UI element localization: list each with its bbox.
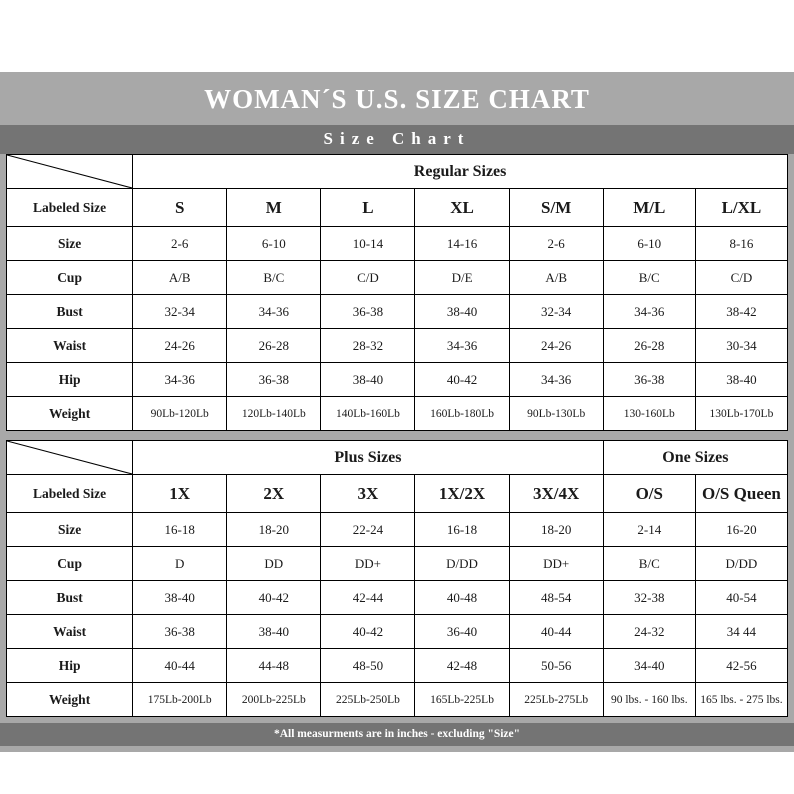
table-cell: 36-38: [321, 295, 415, 329]
row-label-labeled-size: Labeled Size: [7, 475, 133, 513]
table-cell: 225Lb-250Lb: [321, 683, 415, 717]
table-row: [7, 189, 788, 227]
table-cell: A/B: [133, 261, 227, 295]
table-cell: 38-40: [415, 295, 509, 329]
column-header: M/L: [603, 189, 695, 227]
table-cell: 40-48: [415, 581, 509, 615]
column-header: 2X: [227, 475, 321, 513]
table-row: [7, 513, 788, 547]
table-cell: 10-14: [321, 227, 415, 261]
table-cell: 120Lb-140Lb: [227, 397, 321, 431]
column-header: 3X: [321, 475, 415, 513]
group-header-regular: Regular Sizes: [133, 155, 788, 189]
table-cell: 34-36: [415, 329, 509, 363]
table-cell: 34-36: [603, 295, 695, 329]
table-cell: 36-38: [227, 363, 321, 397]
column-header: S/M: [509, 189, 603, 227]
table-cell: 2-6: [509, 227, 603, 261]
table-cell: 40-44: [509, 615, 603, 649]
column-header: 1X/2X: [415, 475, 509, 513]
table-gap: [0, 431, 794, 440]
table-cell: 36-40: [415, 615, 509, 649]
row-label-hip: Hip: [7, 649, 133, 683]
table-cell: 32-34: [133, 295, 227, 329]
table-cell: 26-28: [603, 329, 695, 363]
table-cell: A/B: [509, 261, 603, 295]
column-header: O/S Queen: [695, 475, 787, 513]
row-label-bust: Bust: [7, 581, 133, 615]
table-row: [7, 441, 788, 475]
table-cell: 8-16: [695, 227, 787, 261]
row-label-cup: Cup: [7, 261, 133, 295]
table-cell: 18-20: [509, 513, 603, 547]
table-cell: 40-42: [321, 615, 415, 649]
table-cell: 130-160Lb: [603, 397, 695, 431]
table-cell: 34-36: [133, 363, 227, 397]
row-label-labeled-size: Labeled Size: [7, 189, 133, 227]
table-cell: 50-56: [509, 649, 603, 683]
size-chart: [0, 72, 794, 752]
column-header: 1X: [133, 475, 227, 513]
table-cell: 200Lb-225Lb: [227, 683, 321, 717]
table-cell: 42-48: [415, 649, 509, 683]
table-cell: 160Lb-180Lb: [415, 397, 509, 431]
diagonal-line-icon: [7, 155, 132, 188]
table-cell: 34 44: [695, 615, 787, 649]
table-cell: B/C: [603, 261, 695, 295]
table-cell: 6-10: [227, 227, 321, 261]
table-cell: 225Lb-275Lb: [509, 683, 603, 717]
table-cell: DD+: [509, 547, 603, 581]
table-cell: 32-38: [603, 581, 695, 615]
table-cell: D/DD: [415, 547, 509, 581]
row-label-bust: Bust: [7, 295, 133, 329]
column-header: L/XL: [695, 189, 787, 227]
table-cell: 40-42: [415, 363, 509, 397]
column-header: 3X/4X: [509, 475, 603, 513]
table-row: [7, 581, 788, 615]
table-cell: 16-20: [695, 513, 787, 547]
table-row: [7, 397, 788, 431]
table-cell: C/D: [321, 261, 415, 295]
column-header: M: [227, 189, 321, 227]
group-header-plus: Plus Sizes: [133, 441, 604, 475]
table-cell: B/C: [227, 261, 321, 295]
table-cell: 16-18: [133, 513, 227, 547]
diagonal-line-icon: [7, 441, 132, 474]
table-cell: 28-32: [321, 329, 415, 363]
table-cell: 26-28: [227, 329, 321, 363]
table-cell: D: [133, 547, 227, 581]
table-cell: 24-26: [509, 329, 603, 363]
table-cell: 16-18: [415, 513, 509, 547]
table-cell: 2-14: [603, 513, 695, 547]
table-cell: 165Lb-225Lb: [415, 683, 509, 717]
group-header-one: One Sizes: [603, 441, 787, 475]
table-cell: D/E: [415, 261, 509, 295]
corner-cell: [7, 155, 133, 189]
table-row: [7, 615, 788, 649]
table-cell: 36-38: [133, 615, 227, 649]
table-cell: D/DD: [695, 547, 787, 581]
table-cell: 175Lb-200Lb: [133, 683, 227, 717]
chart-title-bar: [0, 72, 794, 123]
corner-cell: [7, 441, 133, 475]
row-label-cup: Cup: [7, 547, 133, 581]
table-cell: 38-40: [227, 615, 321, 649]
table-cell: 38-42: [695, 295, 787, 329]
column-header: O/S: [603, 475, 695, 513]
table-cell: 40-44: [133, 649, 227, 683]
table-cell: 48-50: [321, 649, 415, 683]
plus-sizes-table: [6, 440, 788, 717]
row-label-waist: Waist: [7, 615, 133, 649]
page-title: WOMAN´S U.S. SIZE CHART: [204, 84, 590, 114]
row-label-hip: Hip: [7, 363, 133, 397]
row-label-size: Size: [7, 227, 133, 261]
column-header: L: [321, 189, 415, 227]
column-header: XL: [415, 189, 509, 227]
table-cell: 165 lbs. - 275 lbs.: [695, 683, 787, 717]
table-cell: 6-10: [603, 227, 695, 261]
table-cell: 24-32: [603, 615, 695, 649]
table-row: [7, 547, 788, 581]
table-cell: 14-16: [415, 227, 509, 261]
table-cell: 38-40: [133, 581, 227, 615]
row-label-waist: Waist: [7, 329, 133, 363]
table-cell: 22-24: [321, 513, 415, 547]
row-label-weight: Weight: [7, 683, 133, 717]
table-cell: 140Lb-160Lb: [321, 397, 415, 431]
column-header: S: [133, 189, 227, 227]
footnote: *All measurments are in inches - excluding "Size": [0, 723, 794, 746]
table-cell: 24-26: [133, 329, 227, 363]
table-row: [7, 683, 788, 717]
table-cell: 130Lb-170Lb: [695, 397, 787, 431]
table-cell: 90 lbs. - 160 lbs.: [603, 683, 695, 717]
table-cell: 34-36: [509, 363, 603, 397]
table-cell: 30-34: [695, 329, 787, 363]
chart-subtitle: Size Chart: [323, 129, 471, 148]
table-cell: 42-56: [695, 649, 787, 683]
table-cell: DD+: [321, 547, 415, 581]
table-row: [7, 261, 788, 295]
table-row: [7, 329, 788, 363]
table-cell: 40-54: [695, 581, 787, 615]
table-cell: C/D: [695, 261, 787, 295]
table-cell: 42-44: [321, 581, 415, 615]
table-cell: B/C: [603, 547, 695, 581]
table-row: [7, 649, 788, 683]
table-cell: 44-48: [227, 649, 321, 683]
table-cell: 34-40: [603, 649, 695, 683]
table-cell: 18-20: [227, 513, 321, 547]
table-cell: 32-34: [509, 295, 603, 329]
table-cell: 40-42: [227, 581, 321, 615]
row-label-size: Size: [7, 513, 133, 547]
table-row: [7, 475, 788, 513]
table-cell: 34-36: [227, 295, 321, 329]
regular-sizes-table: [6, 154, 788, 431]
table-cell: 2-6: [133, 227, 227, 261]
table-row: [7, 227, 788, 261]
chart-subtitle-bar: [0, 125, 794, 154]
table-cell: 38-40: [321, 363, 415, 397]
table-cell: 90Lb-130Lb: [509, 397, 603, 431]
table-cell: 38-40: [695, 363, 787, 397]
table-row: [7, 363, 788, 397]
bottom-padding: [0, 746, 794, 752]
table-cell: 36-38: [603, 363, 695, 397]
table-cell: 48-54: [509, 581, 603, 615]
table-row: [7, 155, 788, 189]
row-label-weight: Weight: [7, 397, 133, 431]
table-cell: DD: [227, 547, 321, 581]
table-row: [7, 295, 788, 329]
table-cell: 90Lb-120Lb: [133, 397, 227, 431]
